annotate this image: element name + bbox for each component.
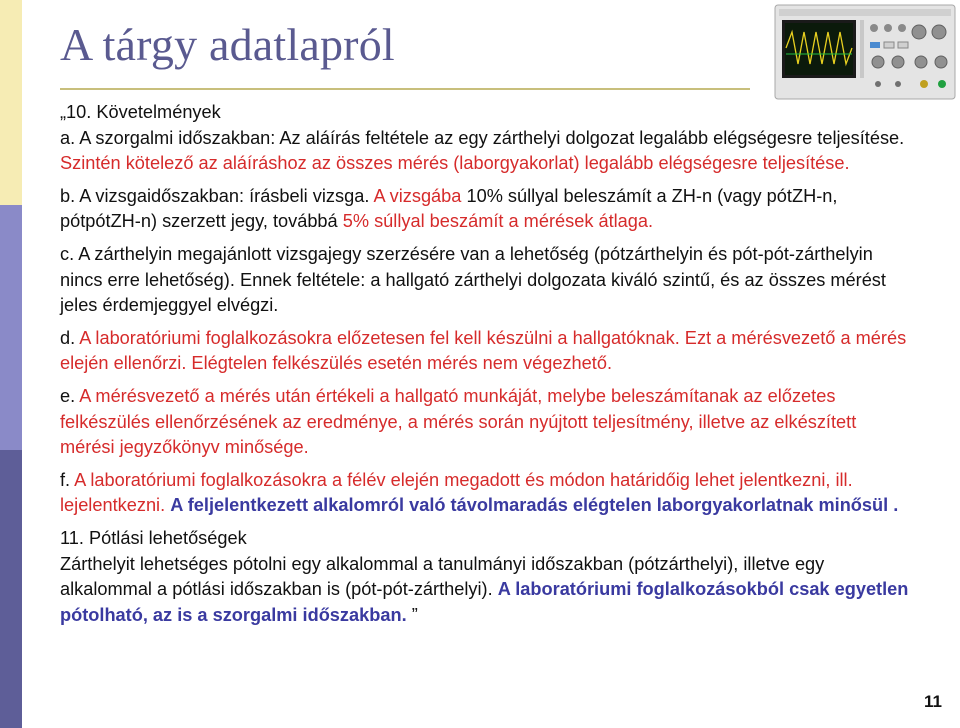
decorative-bar-top: [0, 0, 22, 205]
slide-body: [60, 100, 910, 628]
item-a-label: a.: [60, 127, 76, 148]
item-b-text-2: 10% súllyal beleszámít a ZH-n (vagy pótZH-n, pótpótZH-n) szerzett jegy, továbbá: [60, 185, 838, 232]
item-f-warning: A feljelentkezett alkalomról való távolmaradás elégtelen laborgyakorlatnak minősül .: [170, 495, 899, 516]
section-11-text: [60, 552, 910, 629]
item-b-text: A vizsgaidőszakban: írásbeli vizsga.: [79, 185, 370, 206]
item-d-label: d.: [60, 327, 76, 348]
item-d: [60, 326, 910, 377]
section-11-heading: 11. Pótlási lehetőségek: [60, 527, 247, 548]
item-c-text: A zárthelyin megajánlott vizsgajegy szerzésére van a lehetőség (pótzárthelyin és pót-pót-zárthelyin nincs erre lehetőség). Ennek feltétele: a hallgató zárthelyi dolgozata kiváló szintű, és az összes mérést jeles érdemjeggyel elvégzi.: [60, 243, 886, 316]
item-f-label: f.: [60, 469, 71, 490]
slide-title: A tárgy adatlapról: [60, 19, 395, 70]
item-a-highlight: Szintén kötelező az aláíráshoz az összes mérés (laborgyakorlat) legalább elégségesre teljesítése.: [60, 153, 850, 174]
item-b-label: b.: [60, 185, 76, 206]
item-c: [60, 242, 910, 319]
item-b: [60, 184, 910, 235]
item-c-label: c.: [60, 243, 75, 264]
item-e-text: A mérésvezető a mérés után értékeli a hallgató munkáját, melybe beleszámítanak az előzetes felkészülés ellenőrzésének az eredménye, a mérés során nyújtott teljesítmény, illetve az elkészített mérési jegyzőkönyv minősége.: [60, 385, 857, 458]
section-10-heading: „10. Követelmények: [60, 102, 221, 122]
title-underline: [60, 88, 750, 90]
item-e-label: e.: [60, 385, 76, 406]
section-11-body: Zárthelyit lehetséges pótolni egy alkalommal a tanulmányi időszakban (pótzárthelyi), illetve egy alkalommal a pótlási időszakban is (pót-pót-zárthelyi).: [60, 553, 825, 600]
item-d-text: A laboratóriumi foglalkozásokra előzetesen fel kell készülni a hallgatóknak. Ezt a mérésvezető a mérés elején ellenőrzi. Elégtelen felkészülés esetén mérés nem végezhető.: [60, 327, 907, 374]
item-f-text: A laboratóriumi foglalkozásokra a félév elején megadott és módon határidőig lehet jelentkezni, ill. lejelentkezni.: [60, 469, 853, 516]
closing-quote: ”: [411, 604, 418, 625]
page-number: 11: [924, 692, 942, 711]
item-b-highlight-1: A vizsgába: [373, 185, 462, 206]
item-a: [60, 126, 910, 177]
oscilloscope-icon: [774, 4, 956, 100]
decorative-bar-bottom: [0, 450, 22, 728]
item-e: [60, 384, 910, 461]
item-f: [60, 468, 910, 519]
section-11-highlight: A laboratóriumi foglalkozásokból csak egyetlen pótolható, az is a szorgalmi időszakban.: [60, 579, 909, 625]
item-a-text: A szorgalmi időszakban: Az aláírás feltétele az egy zárthelyi dolgozat legalább elégségesre teljesítése.: [79, 127, 905, 148]
decorative-bar-middle: [0, 205, 22, 450]
oscilloscope-image: [774, 4, 956, 100]
item-b-highlight-2: 5% súllyal beszámít a mérések átlaga.: [342, 211, 654, 232]
